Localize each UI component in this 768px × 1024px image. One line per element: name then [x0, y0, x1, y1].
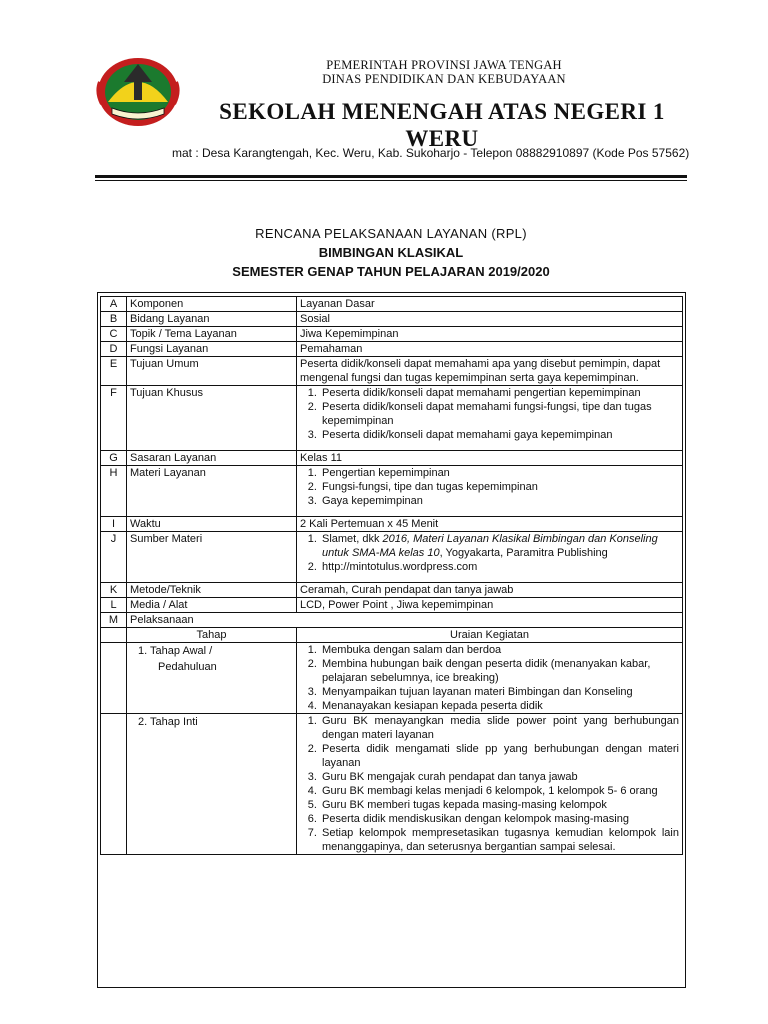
list-item: 1. Membuka dengan salam dan berdoa — [320, 643, 679, 657]
source-publisher: , Yogyakarta, Paramitra Publishing — [439, 547, 608, 559]
list-item: 7. Setiap kelompok mempresetasikan tugasnya kemudian kelompok lain menanggapinya, dan seterusnya bergantian sampai selesai. — [320, 826, 679, 854]
list-item: 1. Peserta didik/konseli dapat memahami pengertian kepemimpinan — [320, 386, 679, 400]
row-value — [297, 386, 683, 451]
row-code: D — [101, 342, 127, 357]
row-label: Sasaran Layanan — [127, 451, 297, 466]
row-value: Sosial — [297, 312, 683, 327]
inti-list — [300, 714, 679, 854]
row-code: B — [101, 312, 127, 327]
row-code: H — [101, 466, 127, 517]
table-row — [101, 386, 683, 451]
agency-line-1: PEMERINTAH PROVINSI JAWA TENGAH — [326, 58, 562, 72]
list-item — [320, 560, 679, 574]
row-value — [297, 466, 683, 517]
table-row — [101, 714, 683, 855]
row-code: F — [101, 386, 127, 451]
row-label: Komponen — [127, 297, 297, 312]
document-title: RENCANA PELAKSANAAN LAYANAN (RPL) — [255, 226, 527, 241]
rpl-table — [100, 296, 683, 855]
school-name — [196, 98, 688, 152]
table-row — [101, 643, 683, 714]
table-row — [101, 357, 683, 386]
list-item: 4. Guru BK membagi kelas menjadi 6 kelompok, 1 kelompok 5- 6 orang — [320, 784, 679, 798]
list-item: 4. Menanayakan kesiapan kepada peserta didik — [320, 699, 679, 713]
table-row — [101, 532, 683, 583]
school-name-line-2: WERU — [405, 126, 479, 151]
list-item: 2. Peserta didik/konseli dapat memahami fungsi-fungsi, tipe dan tugas kepemimpinan — [320, 400, 679, 428]
tujuan-khusus-list — [300, 386, 679, 442]
list-item: 3. Guru BK mengajak curah pendapat dan tanya jawab — [320, 770, 679, 784]
table-row — [101, 613, 683, 628]
row-code: K — [101, 583, 127, 598]
stage-inti-activities — [297, 714, 683, 855]
table-row — [101, 598, 683, 613]
source-title: 2016, Materi Layanan Klasikal Bimbingan dan Konseling untuk SMA-MA kelas 10 — [322, 533, 658, 559]
list-item: 1. Guru BK menayangkan media slide power point yang berhubungan dengan materi layanan — [320, 714, 679, 742]
stage-inti-label: 2. Tahap Inti — [138, 716, 198, 728]
list-item — [320, 532, 679, 560]
row-code: I — [101, 517, 127, 532]
stage-awal-activities — [297, 643, 683, 714]
list-item: 6. Peserta didik mendiskusikan dengan kelompok masing-masing — [320, 812, 679, 826]
row-value: LCD, Power Point , Jiwa kepemimpinan — [297, 598, 683, 613]
table-row — [101, 466, 683, 517]
row-label: Materi Layanan — [127, 466, 297, 517]
list-item: 2. Peserta didik mengamati slide pp yang berhubungan dengan materi layanan — [320, 742, 679, 770]
source-author: Slamet, dkk — [322, 533, 383, 545]
materi-list — [300, 466, 679, 508]
awal-list — [300, 643, 679, 713]
stage-awal — [127, 643, 297, 714]
provincial-crest-logo — [94, 52, 182, 128]
list-item: 5. Guru BK memberi tugas kepada masing-masing kelompok — [320, 798, 679, 812]
row-value: 2 Kali Pertemuan x 45 Menit — [297, 517, 683, 532]
row-code: J — [101, 532, 127, 583]
list-item: 2. Fungsi-fungsi, tipe dan tugas kepemimpinan — [320, 480, 679, 494]
row-value: Ceramah, Curah pendapat dan tanya jawab — [297, 583, 683, 598]
row-value: Kelas 11 — [297, 451, 683, 466]
letterhead-divider-thin — [95, 180, 687, 181]
row-value: Peserta didik/konseli dapat memahami apa yang disebut pemimpin, dapat mengenal fungsi dan tugas kepemimpinan serta gaya kepemimpinan. — [297, 357, 683, 386]
row-label: Tujuan Khusus — [127, 386, 297, 451]
row-code: G — [101, 451, 127, 466]
row-label: Fungsi Layanan — [127, 342, 297, 357]
row-label: Bidang Layanan — [127, 312, 297, 327]
stage-awal-label-2: Pedahuluan — [158, 661, 217, 673]
table-row — [101, 312, 683, 327]
row-code: A — [101, 297, 127, 312]
agency-line-2: DINAS PENDIDIKAN DAN KEBUDAYAAN — [322, 72, 566, 86]
source-url: http://mintotulus.wordpress.com — [322, 561, 478, 573]
row-code: E — [101, 357, 127, 386]
list-item: 3. Gaya kepemimpinan — [320, 494, 679, 508]
row-label: Media / Alat — [127, 598, 297, 613]
row-value — [297, 532, 683, 583]
row-label: Sumber Materi — [127, 532, 297, 583]
document-subtitle: BIMBINGAN KLASIKAL — [318, 245, 464, 260]
list-item: 3. Peserta didik/konseli dapat memahami gaya kepemimpinan — [320, 428, 679, 442]
row-code: C — [101, 327, 127, 342]
column-header-tahap: Tahap — [127, 628, 297, 643]
row-value: Jiwa Kepemimpinan — [297, 327, 683, 342]
list-item: 1. Pengertian kepemimpinan — [320, 466, 679, 480]
row-label: Pelaksanaan — [127, 613, 683, 628]
stage-inti — [127, 714, 297, 855]
row-label: Tujuan Umum — [127, 357, 297, 386]
row-code: M — [101, 613, 127, 628]
school-address: mat : Desa Karangtengah, Kec. Weru, Kab. Sukoharjo - Telepon 08882910897 (Kode Pos 57562) — [172, 146, 690, 160]
column-header-uraian: Uraian Kegiatan — [297, 628, 683, 643]
row-code: L — [101, 598, 127, 613]
list-item: 2. Membina hubungan baik dengan peserta didik (menanyakan kabar, pelajaran sebelumnya, ice breaking) — [320, 657, 679, 685]
document-semester: SEMESTER GENAP TAHUN PELAJARAN 2019/2020 — [232, 264, 550, 279]
stage-awal-label-1: 1. Tahap Awal / — [138, 645, 213, 657]
row-label: Metode/Teknik — [127, 583, 297, 598]
row-value: Layanan Dasar — [297, 297, 683, 312]
row-label: Topik / Tema Layanan — [127, 327, 297, 342]
table-row — [101, 517, 683, 532]
letterhead-divider-thick — [95, 175, 687, 178]
school-name-line-1: SEKOLAH MENENGAH ATAS NEGERI 1 — [219, 99, 665, 124]
table-row — [101, 628, 683, 643]
table-row — [101, 583, 683, 598]
table-row — [101, 451, 683, 466]
table-row — [101, 342, 683, 357]
row-label: Waktu — [127, 517, 297, 532]
sumber-list — [300, 532, 679, 574]
row-value: Pemahaman — [297, 342, 683, 357]
table-row — [101, 327, 683, 342]
list-item: 3. Menyampaikan tujuan layanan materi Bimbingan dan Konseling — [320, 685, 679, 699]
table-row — [101, 297, 683, 312]
